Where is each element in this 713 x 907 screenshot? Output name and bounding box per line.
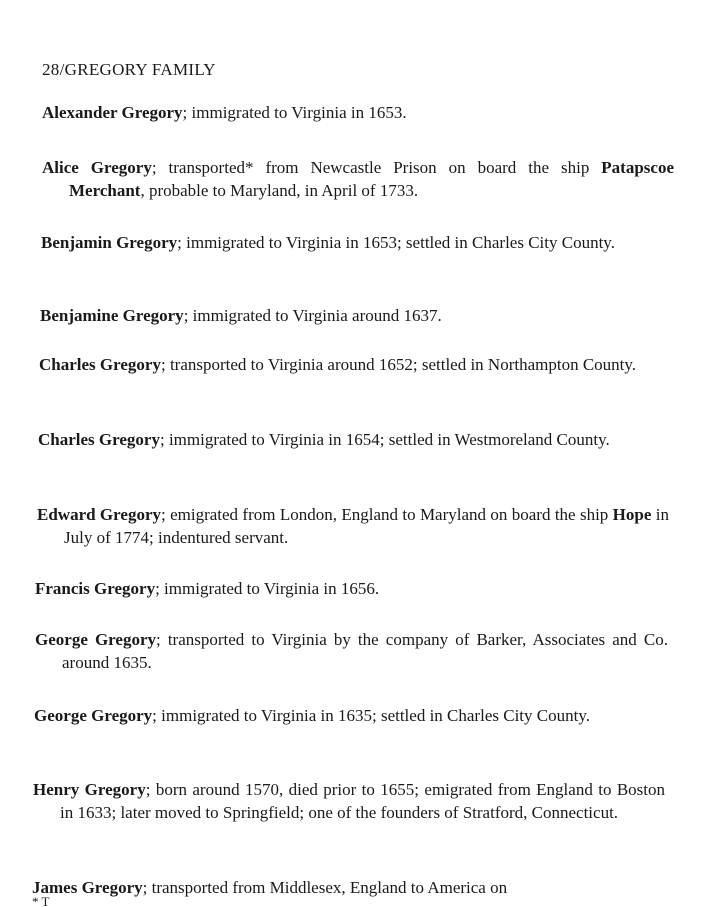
entry-george-gregory-1: [35, 628, 668, 674]
entry-charles-gregory-1: [39, 353, 672, 376]
entry-james-gregory: [32, 876, 672, 899]
entry-text: ; transported to Virginia by the company of Barker, Associates and Co. around 1635.: [62, 630, 668, 672]
entry-text: ; transported from Middlesex, England to America on: [142, 878, 508, 897]
entry-alice-gregory: [42, 156, 674, 202]
entry-benjamine-gregory: [40, 304, 680, 327]
entry-text: in July of 1774; indentured servant.: [64, 505, 669, 547]
entry-text: ; transported* from Newcastle Prison on board the ship: [151, 158, 602, 177]
entry-henry-gregory: [33, 778, 665, 824]
entry-text: ; immigrated to Virginia in 1653; settled in Charles City County.: [177, 233, 615, 252]
entry-text: , probable to Maryland, in April of 1733.: [140, 181, 419, 200]
entry-name: Alexander Gregory: [42, 103, 183, 122]
entry-benjamin-gregory: [41, 231, 674, 254]
entry-text: ; born around 1570, died prior to 1655; emigrated from England to Boston in 1633; later moved to Springfield; one of the founders of Stratford, Connecticut.: [60, 780, 666, 822]
entry-text: ; immigrated to Virginia in 1653.: [182, 103, 407, 122]
entry-text: ; immigrated to Virginia in 1635; settled in Charles City County.: [152, 706, 590, 725]
entry-name: Charles Gregory: [38, 430, 160, 449]
entry-text: ; immigrated to Virginia around 1637.: [183, 306, 442, 325]
entry-name: Benjamin Gregory: [41, 233, 178, 252]
entry-name: Henry Gregory: [33, 780, 146, 799]
entry-charles-gregory-2: [38, 428, 670, 451]
entry-text: ; transported to Virginia around 1652; settled in Northampton County.: [160, 355, 637, 374]
entry-name: Charles Gregory: [39, 355, 161, 374]
entry-text: ; immigrated to Virginia in 1656.: [155, 579, 380, 598]
entry-name: Alice Gregory: [42, 158, 152, 177]
page-header: 28/GREGORY FAMILY: [42, 60, 216, 79]
entry-text: ; immigrated to Virginia in 1654; settled in Westmoreland County.: [159, 430, 610, 449]
entry-name: George Gregory: [35, 630, 157, 649]
entry-edward-gregory: [37, 503, 669, 549]
entry-name: Benjamine Gregory: [40, 306, 184, 325]
footnote: * T: [32, 894, 50, 907]
entry-text: ; emigrated from London, England to Maryland on board the ship: [161, 505, 613, 524]
entry-name: James Gregory: [32, 878, 143, 897]
entry-alexander-gregory: [42, 101, 682, 124]
entry-name: Francis Gregory: [35, 579, 156, 598]
entry-name: George Gregory: [34, 706, 153, 725]
entry-name: Edward Gregory: [37, 505, 161, 524]
ship-name: Hope: [612, 505, 652, 524]
entry-george-gregory-2: [34, 704, 668, 727]
ship-name: Patapscoe Merchant: [69, 158, 674, 200]
entry-francis-gregory: [35, 577, 675, 600]
